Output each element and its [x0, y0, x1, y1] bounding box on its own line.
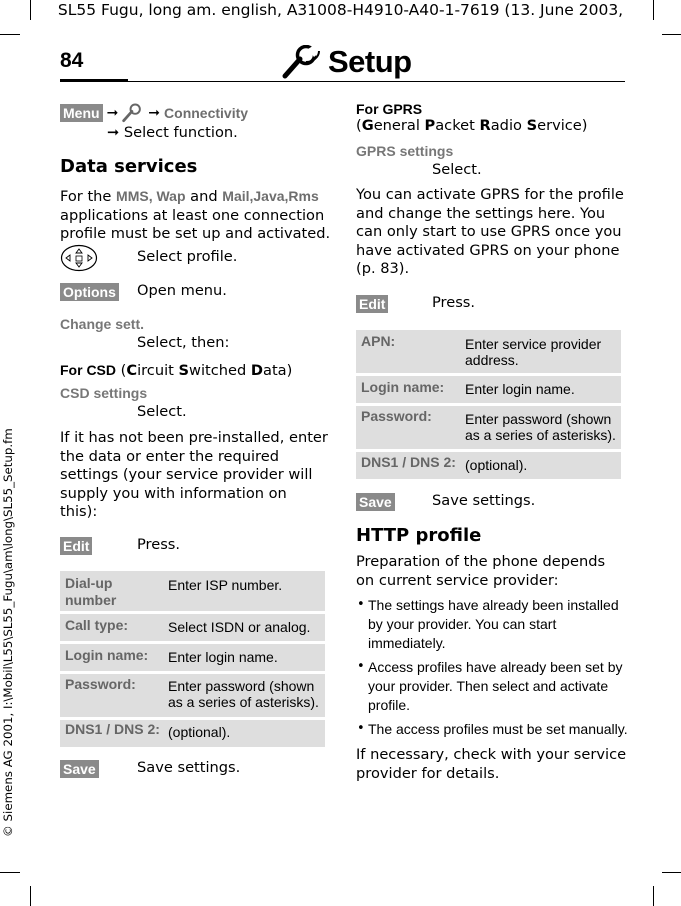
table-label: Login name:	[65, 647, 149, 663]
text: You can activate GPRS for the profile	[356, 186, 624, 203]
select-function: ➞ Select function.	[107, 124, 238, 141]
table-label: Login name:	[361, 379, 445, 395]
edit-key: Edit	[60, 537, 92, 555]
table-value: Enter service provider address.	[465, 336, 602, 368]
text: provider for details.	[356, 764, 500, 782]
for-csd	[60, 361, 292, 381]
text: If necessary, check with your service	[356, 746, 627, 763]
text: Preparation of the phone depends	[356, 553, 606, 570]
page-number: 84	[60, 49, 84, 72]
options-key: Options	[60, 283, 119, 301]
text: The settings have already been installed	[368, 597, 619, 613]
text: (	[116, 362, 127, 379]
data-services-heading: Data services	[60, 156, 198, 177]
press: Press.	[137, 536, 181, 553]
text: have activated GPRS on your phone	[356, 241, 620, 259]
crop-mark	[0, 872, 20, 873]
save-key: Save	[356, 493, 395, 511]
nav-path	[60, 103, 248, 123]
select-gprs: Select.	[432, 161, 482, 178]
text: If it has not been pre-installed, enter	[60, 429, 328, 446]
connectivity-menu: Connectivity	[164, 105, 249, 121]
bullet: •	[357, 659, 365, 674]
table-value: Enter login name.	[465, 381, 575, 397]
for-gprs: For GPRS	[356, 101, 423, 117]
crop-mark	[662, 34, 681, 35]
table-label: APN:	[361, 333, 396, 349]
wrench-icon	[122, 103, 144, 123]
text: ervice)	[537, 117, 588, 134]
list-item	[368, 658, 622, 715]
text: (	[356, 117, 362, 134]
select-then: Select, then:	[137, 334, 230, 351]
text: your provider. Then select and activate	[368, 678, 609, 694]
list-item	[368, 596, 619, 653]
table-value: Enter password (shown as a series of asterisks).	[168, 678, 319, 710]
text: S	[526, 117, 538, 134]
activate-paragraph	[356, 186, 624, 279]
text: by your provider. You can start	[368, 616, 557, 632]
gprs-expansion	[356, 117, 587, 136]
menu-key: Menu	[60, 104, 103, 122]
text: The access profiles must be set manually.	[368, 721, 628, 737]
table-label: DNS1 / DNS 2:	[361, 454, 456, 470]
crop-mark	[0, 34, 20, 35]
text: S	[178, 362, 190, 379]
gprs-settings: GPRS settings	[356, 143, 454, 159]
text: profile must be set up and activated.	[60, 225, 331, 242]
text: and	[190, 188, 218, 205]
text: profile.	[368, 697, 411, 713]
table-label: Password:	[65, 676, 136, 692]
table-value: Enter login name.	[168, 649, 278, 665]
text: For the	[60, 188, 112, 205]
text: P	[424, 117, 436, 134]
crop-mark	[653, 886, 654, 906]
page-number-bar	[60, 79, 128, 82]
select-csd: Select.	[137, 403, 187, 420]
arrow: ➞	[106, 105, 119, 121]
text: ata)	[263, 362, 293, 379]
table-value: (optional).	[465, 457, 528, 473]
text: applications at least one connection	[60, 206, 325, 224]
text: (p. 83).	[356, 260, 410, 277]
change-sett: Change sett.	[60, 316, 145, 332]
text: immediately.	[368, 635, 446, 651]
press: Press.	[432, 294, 476, 311]
for-csd-label: For CSD	[60, 362, 116, 378]
text: eneral	[373, 117, 425, 134]
crop-mark	[662, 872, 681, 873]
save-key: Save	[60, 760, 99, 778]
text: this):	[60, 503, 98, 520]
table-label: Password:	[361, 408, 432, 424]
table-value: Enter ISP number.	[168, 577, 283, 593]
text: and change the settings here. You	[356, 204, 606, 222]
text: witched	[189, 362, 251, 379]
closing-paragraph	[356, 746, 626, 783]
mail-java-rms: Mail,Java,Rms	[222, 188, 319, 204]
text: can only start to use GPRS once you	[356, 223, 622, 240]
if-not-paragraph	[60, 429, 328, 522]
edit-key: Edit	[356, 295, 388, 313]
preparation-paragraph	[356, 553, 605, 590]
save-settings: Save settings.	[432, 492, 536, 509]
csd-settings: CSD settings	[60, 385, 148, 401]
text: G	[361, 117, 374, 134]
http-profile-heading: HTTP profile	[356, 525, 482, 546]
crop-mark	[30, 886, 31, 906]
save-settings: Save settings.	[137, 759, 241, 776]
table-value: Enter password (shown as a series of asterisks).	[465, 411, 616, 443]
open-menu: Open menu.	[137, 282, 227, 299]
text: acket	[435, 117, 480, 134]
list-item	[368, 720, 628, 739]
intro-paragraph	[60, 187, 330, 244]
text: supply you with information on	[60, 484, 287, 502]
table-label: DNS1 / DNS 2:	[65, 721, 160, 737]
bullet: •	[357, 597, 365, 612]
header-rule	[128, 81, 625, 82]
page-title: Setup	[328, 44, 412, 79]
text: C	[126, 362, 138, 379]
mms-wap: MMS, Wap	[116, 188, 186, 204]
copyright-path: © Siemens AG 2001, I:\Mobil\L55\SL55_Fugu\am\long\SL55_Setup.fm	[1, 428, 15, 837]
text: settings (your service provider will	[60, 466, 313, 483]
text: ircuit	[137, 362, 179, 379]
table-value: Select ISDN or analog.	[168, 619, 311, 635]
table-label: Dial-up number	[65, 575, 117, 608]
navigation-key-icon	[60, 244, 98, 272]
title-block	[282, 44, 412, 80]
text: R	[479, 117, 491, 134]
select-profile: Select profile.	[137, 248, 238, 265]
text: the data or enter the required	[60, 447, 279, 465]
text: on current service provider:	[356, 571, 559, 589]
text: Access profiles have already been set by	[368, 659, 623, 675]
document-header: SL55 Fugu, long am. english, A31008-H4910-A40-1-7619 (13. June 2003,	[57, 1, 624, 19]
bullet: •	[357, 721, 365, 736]
text: D	[250, 362, 264, 379]
text: adio	[490, 117, 527, 134]
table-value: (optional).	[168, 724, 231, 740]
setup-wrench-icon	[282, 45, 322, 79]
table-label: Call type:	[65, 617, 129, 633]
arrow: ➞	[148, 105, 161, 121]
